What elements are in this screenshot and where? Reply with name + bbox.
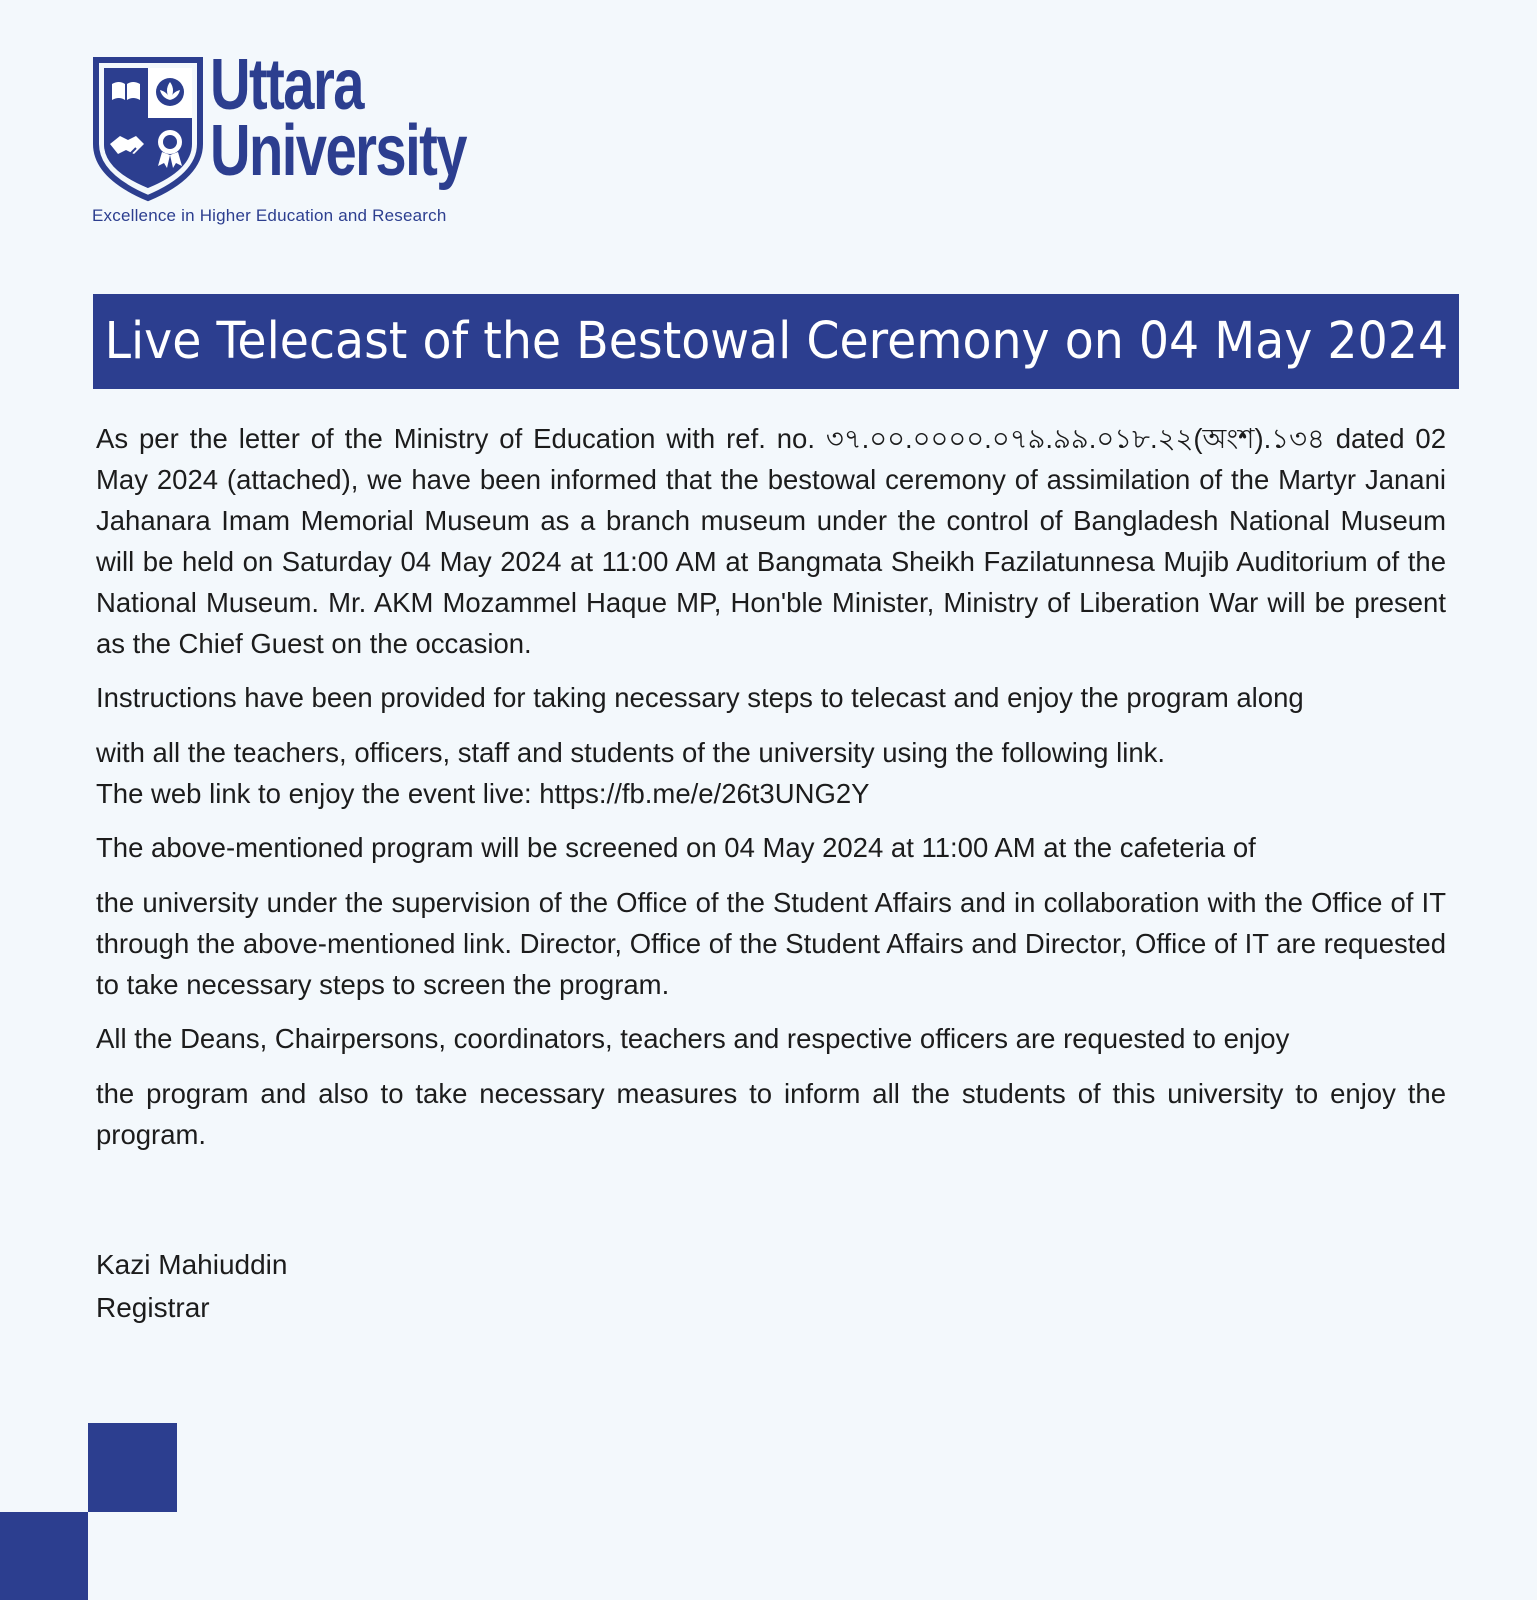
signature-block xyxy=(96,1243,287,1329)
logo-line-1: Uttara xyxy=(210,45,363,125)
tagline: Excellence in Higher Education and Research xyxy=(92,206,447,225)
notice-body xyxy=(96,418,1446,1168)
paragraph-3-line-1: The above-mentioned program will be screened on 04 May 2024 at 11:00 AM at the cafeteria of xyxy=(96,832,1256,863)
paragraph-2-line-1: Instructions have been provided for taking necessary steps to telecast and enjoy the program along xyxy=(96,682,1304,713)
signatory-designation: Registrar xyxy=(96,1292,210,1323)
logo-line-2: University xyxy=(210,111,466,191)
crest-icon xyxy=(92,56,204,202)
paragraph-3-rest: the university under the supervision of the Office of the Student Affairs and in collaboration with the Office of IT through the above-mentioned link. Director, Office of the Student Affairs and Director, Office of IT are requested to take necessary steps to screen the program. xyxy=(96,887,1446,1000)
paragraph-4-rest: the program and also to take necessary measures to inform all the students of this university to enjoy the program. xyxy=(96,1078,1446,1150)
web-link-line[interactable]: The web link to enjoy the event live: https://fb.me/e/26t3UNG2Y xyxy=(96,778,870,809)
university-wordmark xyxy=(210,45,466,191)
paragraph-1: As per the letter of the Ministry of Education with ref. no. ৩৭.০০.০০০০.০৭৯.৯৯.০১৮.২২(অংশ).১৩৪ dated 02 May 2024 (attached), we have been informed that the bestowal ceremony of assimilation of the Martyr Janani Jahanara Imam Memorial Museum as a branch museum under the control of Bangladesh National Museum will be held on Saturday 04 May 2024 at 11:00 AM at Bangmata Sheikh Fazilatunnesa Mujib Auditorium of the National Museum. Mr. AKM Mozammel Haque MP, Hon'ble Minister, Ministry of Liberation War will be present as the Chief Guest on the occasion. xyxy=(96,423,1446,659)
university-logo xyxy=(92,45,472,231)
decorative-square-lower xyxy=(0,1512,88,1600)
decorative-square-upper xyxy=(88,1423,177,1512)
notice-title-bar xyxy=(93,294,1459,389)
signatory-name: Kazi Mahiuddin xyxy=(96,1249,288,1280)
paragraph-2-line-2: with all the teachers, officers, staff and students of the university using the following link. xyxy=(96,737,1166,768)
lotus-icon xyxy=(156,78,184,106)
paragraph-3 xyxy=(96,827,1446,1005)
paragraph-2 xyxy=(96,677,1446,773)
notice-title: Live Telecast of the Bestowal Ceremony on 04 May 2024 xyxy=(104,312,1448,371)
paragraph-4 xyxy=(96,1018,1446,1155)
paragraph-4-line-1: All the Deans, Chairpersons, coordinators, teachers and respective officers are requested to enjoy xyxy=(96,1023,1290,1054)
